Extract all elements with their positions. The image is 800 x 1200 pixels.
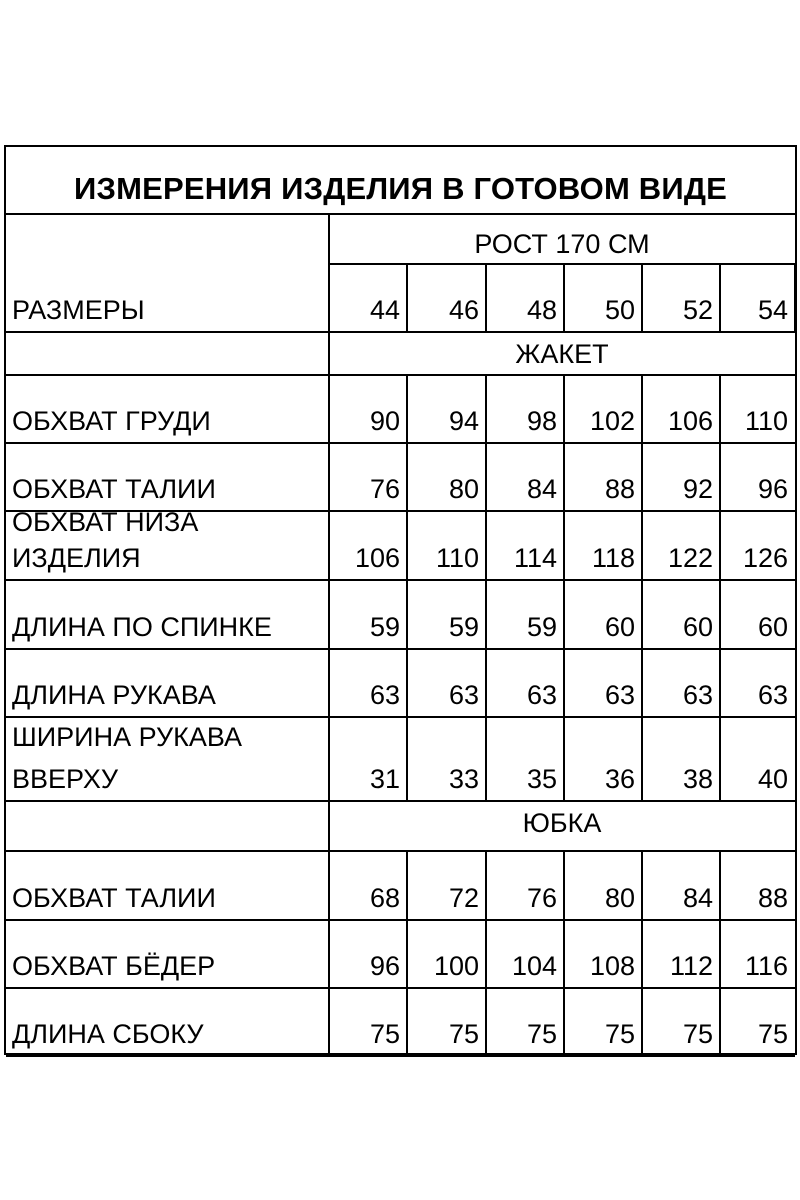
cell-value: 59	[448, 612, 479, 642]
cell-value: 38	[682, 764, 713, 794]
section-header-rule	[6, 850, 795, 852]
height-header-rule	[329, 263, 795, 265]
size-column-divider	[794, 264, 796, 332]
section-title: ЮБКА	[522, 808, 602, 838]
cell-value: 35	[526, 764, 557, 794]
row-label: ДЛИНА ПО СПИНКЕ	[12, 612, 272, 642]
cell-value: 68	[369, 883, 400, 913]
cell-value: 31	[369, 764, 400, 794]
cell-value: 90	[369, 406, 400, 436]
size-header-46: 46	[448, 295, 479, 325]
row-rule	[6, 987, 795, 989]
cell-value: 108	[589, 951, 635, 981]
cell-value: 116	[744, 951, 788, 981]
cell-value: 98	[526, 406, 557, 436]
cell-value: 106	[667, 406, 713, 436]
cell-value: 84	[526, 474, 557, 504]
cell-value: 104	[511, 951, 557, 981]
row-label: ДЛИНА СБОКУ	[12, 1019, 204, 1049]
sizes-label: РАЗМЕРЫ	[12, 295, 145, 325]
row-label: ОБХВАТ БЁДЕР	[12, 951, 216, 981]
table-title: ИЗМЕРЕНИЯ ИЗДЕЛИЯ В ГОТОВОМ ВИДЕ	[6, 147, 795, 215]
row-rule	[6, 800, 795, 802]
cell-value: 75	[369, 1019, 400, 1049]
cell-value: 40	[757, 764, 788, 794]
cell-value: 59	[369, 612, 400, 642]
row-label-line2: ВВЕРХУ	[12, 764, 118, 794]
row-label-line2: ИЗДЕЛИЯ	[12, 543, 141, 573]
height-header: РОСТ 170 СМ	[474, 229, 650, 259]
cell-value: 63	[604, 680, 635, 710]
row-label: ОБХВАТ ТАЛИИ	[12, 474, 216, 504]
cell-value: 63	[526, 680, 557, 710]
cell-value: 75	[448, 1019, 479, 1049]
row-label-line1: ШИРИНА РУКАВА	[12, 722, 243, 752]
row-label: ОБХВАТ ТАЛИИ	[12, 883, 216, 913]
sizes-row-rule	[6, 331, 795, 333]
cell-value: 76	[369, 474, 400, 504]
cell-value: 110	[435, 543, 479, 573]
cell-value: 76	[526, 883, 557, 913]
cell-value: 122	[667, 543, 713, 573]
cell-value: 80	[604, 883, 635, 913]
size-header-52: 52	[682, 295, 713, 325]
cell-value: 63	[757, 680, 788, 710]
cell-value: 118	[591, 543, 635, 573]
cell-value: 112	[669, 951, 713, 981]
cell-value: 60	[757, 612, 788, 642]
cell-value: 75	[757, 1019, 788, 1049]
cell-value: 114	[513, 543, 557, 573]
cell-value: 96	[757, 474, 788, 504]
cell-value: 63	[448, 680, 479, 710]
size-header-48: 48	[526, 295, 557, 325]
cell-value: 126	[742, 543, 788, 573]
cell-value: 80	[448, 474, 479, 504]
row-label: ДЛИНА РУКАВА	[12, 680, 216, 710]
cell-value: 36	[604, 764, 635, 794]
cell-value: 75	[526, 1019, 557, 1049]
size-header-50: 50	[604, 295, 635, 325]
cell-value: 60	[604, 612, 635, 642]
row-rule	[6, 442, 795, 444]
cell-value: 110	[744, 406, 788, 436]
cell-value: 63	[682, 680, 713, 710]
cell-value: 59	[526, 612, 557, 642]
cell-value: 60	[682, 612, 713, 642]
size-header-44: 44	[369, 295, 400, 325]
size-header-54: 54	[757, 295, 788, 325]
measurements-table	[4, 145, 797, 1055]
cell-value: 106	[354, 543, 400, 573]
row-label-line1: ОБХВАТ НИЗА	[12, 507, 199, 537]
row-rule	[6, 1055, 795, 1057]
cell-value: 63	[369, 680, 400, 710]
cell-value: 88	[757, 883, 788, 913]
row-rule	[6, 716, 795, 718]
section-title: ЖАКЕТ	[515, 339, 609, 369]
cell-value: 75	[682, 1019, 713, 1049]
cell-value: 75	[604, 1019, 635, 1049]
section-header-rule	[6, 374, 795, 376]
cell-value: 94	[448, 406, 479, 436]
row-rule	[6, 579, 795, 581]
row-rule	[6, 919, 795, 921]
cell-value: 88	[604, 474, 635, 504]
row-label: ОБХВАТ ГРУДИ	[12, 406, 211, 436]
cell-value: 33	[448, 764, 479, 794]
cell-value: 84	[682, 883, 713, 913]
row-rule	[6, 648, 795, 650]
cell-value: 72	[448, 883, 479, 913]
cell-value: 100	[433, 951, 479, 981]
cell-value: 92	[682, 474, 713, 504]
cell-value: 96	[369, 951, 400, 981]
cell-value: 102	[589, 406, 635, 436]
